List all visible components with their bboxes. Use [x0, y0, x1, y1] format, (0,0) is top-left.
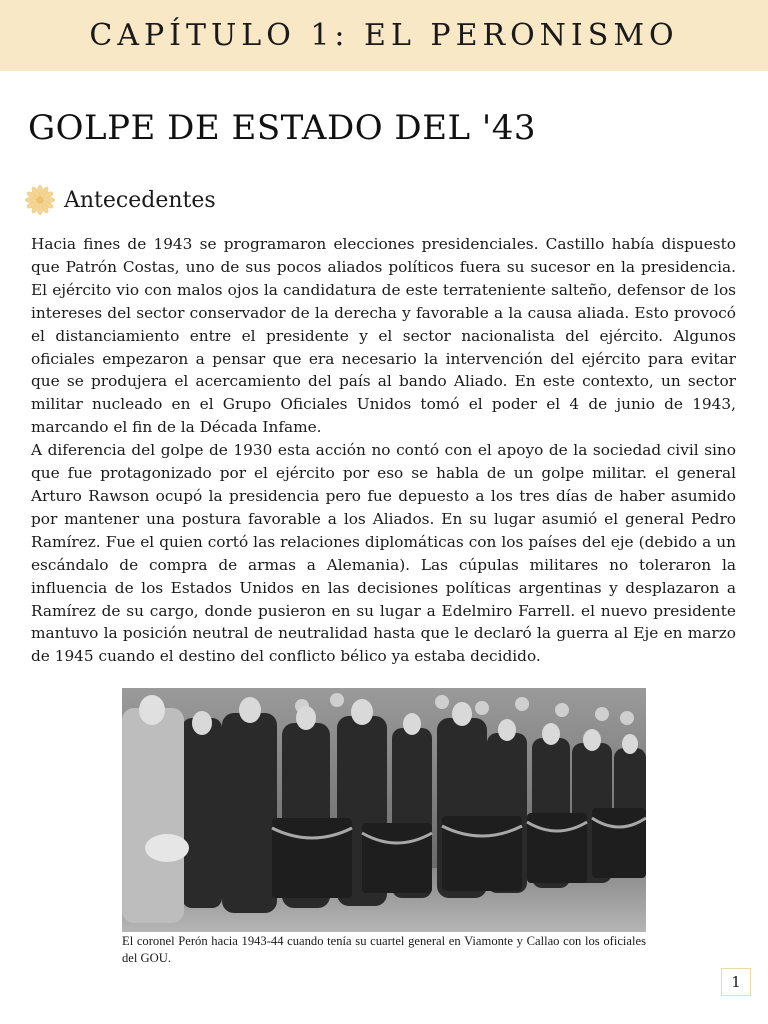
- paragraph: Hacia fines de 1943 se programaron elecciones presidenciales. Castillo había dispuesto que Patrón Costas, uno de sus pocos aliados políticos fuera su sucesor en la presidencia. El ejército vio con malos ojos la candidatura de este terrateniente salteño, defensor de los intereses del sector conservador de la derecha y favorable a la causa aliada. Esto provocó el distanciamiento entre el presidente y el sector nacionalista del ejército. Algunos oficiales empezaron a pensar que era necesario la intervención del ejército para evitar que se produjera el acercamiento del país al bando Aliado. En este contexto, un sector militar nucleado en el Grupo Oficiales Unidos tomó el poder el 4 de junio de 1943, marcando el fin de la Década Infame.: [31, 235, 736, 437]
- page-number: 1: [721, 968, 751, 996]
- section-heading: [24, 184, 216, 216]
- chapter-title: CAPÍTULO 1: EL PERONISMO: [89, 18, 679, 53]
- figure-caption: El coronel Perón hacia 1943-44 cuando tenía su cuartel general en Viamonte y Callao con los oficiales del GOU.: [122, 934, 646, 965]
- chapter-banner: [0, 0, 768, 71]
- article-body: [31, 233, 736, 668]
- page-title: GOLPE DE ESTADO DEL '43: [28, 108, 537, 148]
- section-heading-label: Antecedentes: [64, 187, 216, 213]
- historical-photo: [122, 688, 646, 932]
- flower-icon: [24, 184, 56, 216]
- paragraph: A diferencia del golpe de 1930 esta acción no contó con el apoyo de la sociedad civil sino que fue protagonizado por el ejército por eso se habla de un golpe militar. el general Arturo Rawson ocupó la presidencia pero fue depuesto a los tres días de haber asumido por mantener una postura favorable a los Aliados. En su lugar asumió el general Pedro Ramírez. Fue el quien cortó las relaciones diplomáticas con los países del eje (debido a un escándalo de compra de armas a Alemania). Las cúpulas militares no toleraron la influencia de los Estados Unidos en las decisiones políticas argentinas y desplazaron a Ramírez de su cargo, donde pusieron en su lugar a Edelmiro Farrell. el nuevo presidente mantuvo la posición neutral de neutralidad hasta que le declaró la guerra al Eje en marzo de 1945 cuando el destino del conflicto bélico ya estaba decidido.: [31, 441, 736, 666]
